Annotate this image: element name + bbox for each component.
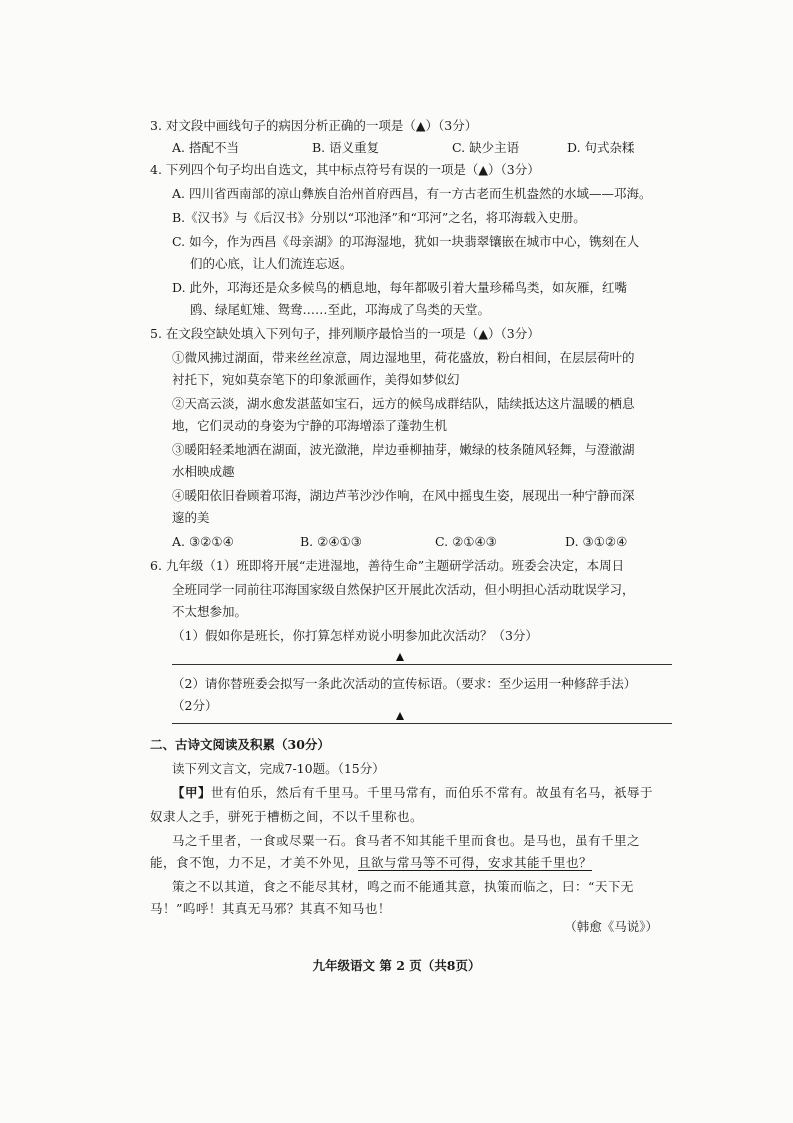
q6-stem-line1: 6. 九年级（1）班即将开展“走进湿地，善待生命”主题研学活动。班委会决定，本周日 (150, 558, 625, 573)
passage-source: （韩愈《马说》） (564, 919, 658, 934)
answer-triangle-icon (396, 712, 404, 720)
q3-option-b: B. 语义重复 (312, 140, 380, 155)
answer-triangle-icon (396, 653, 404, 661)
q5-sentence4-line1: ④暖阳依旧眷顾着邛海，湖边芦苇沙沙作响，在风中摇曳生姿，展现出一种宁静而深 (172, 488, 635, 503)
q6-part2-line1: （2）请你替班委会拟写一条此次活动的宣传标语。（要求：至少运用一种修辞手法） (172, 676, 637, 691)
q4-option-c-line1: C. 如今，作为西昌《母亲湖》的邛海湿地，犹如一块翡翠镶嵌在城市中心，镌刻在人 (172, 234, 640, 249)
q6-stem-line3: 不太想参加。 (172, 604, 248, 619)
q6-part1: （1）假如你是班长，你打算怎样劝说小明参加此次活动？（3分） (172, 628, 538, 643)
q5-sentence3-line2: 水相映成趣 (172, 464, 235, 479)
passage-para2-line1: 马之千里者，一食或尽粟一石。食马者不知其能千里而食也。是马也，虽有千里之 (172, 833, 641, 848)
q3-option-c: C. 缺少主语 (452, 140, 520, 155)
q3-option-d: D. 句式杂糅 (567, 140, 635, 155)
q5-sentence2-line2: 地，它们灵动的身姿为宁静的邛海增添了蓬勃生机 (172, 418, 448, 433)
q4-stem: 4. 下列四个句子均出自选文，其中标点符号有误的一项是（▲）（3分） (150, 162, 540, 177)
passage-para3-line2: 马！”呜呼！其真无马邪？其真不知马也！ (150, 901, 391, 916)
q3-option-a: A. 搭配不当 (172, 140, 239, 155)
q5-sentence1-line1: ①微风拂过湖面，带来丝丝凉意，周边湿地里，荷花盛放，粉白相间，在层层荷叶的 (172, 350, 635, 365)
q6-stem-line2: 全班同学一同前往邛海国家级自然保护区开展此次活动，但小明担心活动耽误学习， (172, 582, 635, 597)
passage-text: 世有伯乐，然后有千里马。千里马常有，而伯乐不常有。故虽有名马，祇辱于 (211, 785, 654, 800)
passage-jia-line2: 奴隶人之手，骈死于槽枥之间，不以千里称也。 (150, 809, 424, 824)
q4-option-d-line1: D. 此外，邛海还是众多候鸟的栖息地，每年都吸引着大量珍稀鸟类，如灰雁，红嘴 (172, 280, 628, 295)
page-footer: 九年级语文 第 2 页（共8页） (312, 958, 481, 973)
q3-stem: 3. 对文段中画线句子的病因分析正确的一项是（▲）（3分） (150, 118, 478, 133)
q5-option-b: B. ②④①③ (300, 534, 362, 549)
q5-option-d: D. ③①②④ (565, 534, 628, 549)
q4-option-a: A. 四川省西南部的凉山彝族自治州首府西昌，有一方古老而生机盎然的水域——邛海。 (172, 186, 652, 201)
section-title: 二、古诗文阅读及积累（30分） (150, 737, 330, 752)
q5-sentence2-line1: ②天高云淡，湖水愈发湛蓝如宝石，远方的候鸟成群结队，陆续抵达这片温暖的栖息 (172, 396, 635, 411)
q6-part2-line2: （2分） (172, 698, 218, 713)
q4-option-d-line2: 鸥、绿尾虹雉、鸳鸯……至此，邛海成了鸟类的天堂。 (190, 302, 491, 317)
q5-option-c: C. ②①④③ (435, 534, 497, 549)
q5-sentence4-line2: 邃的美 (172, 510, 210, 525)
q5-stem: 5. 在文段空缺处填入下列句子，排列顺序最恰当的一项是（▲）（3分） (150, 326, 540, 341)
passage-para2-line2 (150, 852, 592, 874)
q4-option-c-line2: 们的心底，让人们流连忘返。 (190, 256, 353, 271)
q5-sentence3-line1: ③暖阳轻柔地洒在湖面，波光潋滟，岸边垂柳抽芽，嫩绿的枝条随风轻舞，与澄澈湖 (172, 442, 635, 457)
section-intro: 读下列文言文，完成7-10题。（15分） (172, 761, 385, 776)
passage-jia-label: 【甲】 (172, 785, 212, 800)
passage-text: 能，食不饱，力不足，才美不外见， (150, 855, 359, 870)
q4-option-b: B.《汉书》与《后汉书》分别以“邛池泽”和“邛河”之名，将邛海载入史册。 (172, 210, 586, 225)
passage-jia-line1 (172, 782, 653, 804)
passage-para3-line1: 策之不以其道，食之不能尽其材，鸣之而不能通其意，执策而临之，曰：“天下无 (172, 879, 634, 894)
answer-line-1[interactable] (172, 664, 672, 665)
q5-option-a: A. ③②①④ (172, 534, 234, 549)
answer-line-2[interactable] (172, 723, 672, 724)
underlined-sentence: 且欲与常马等不可得，安求其能千里也？ (358, 855, 593, 870)
q5-sentence1-line2: 衬托下，宛如莫奈笔下的印象派画作，美得如梦似幻 (172, 372, 460, 387)
